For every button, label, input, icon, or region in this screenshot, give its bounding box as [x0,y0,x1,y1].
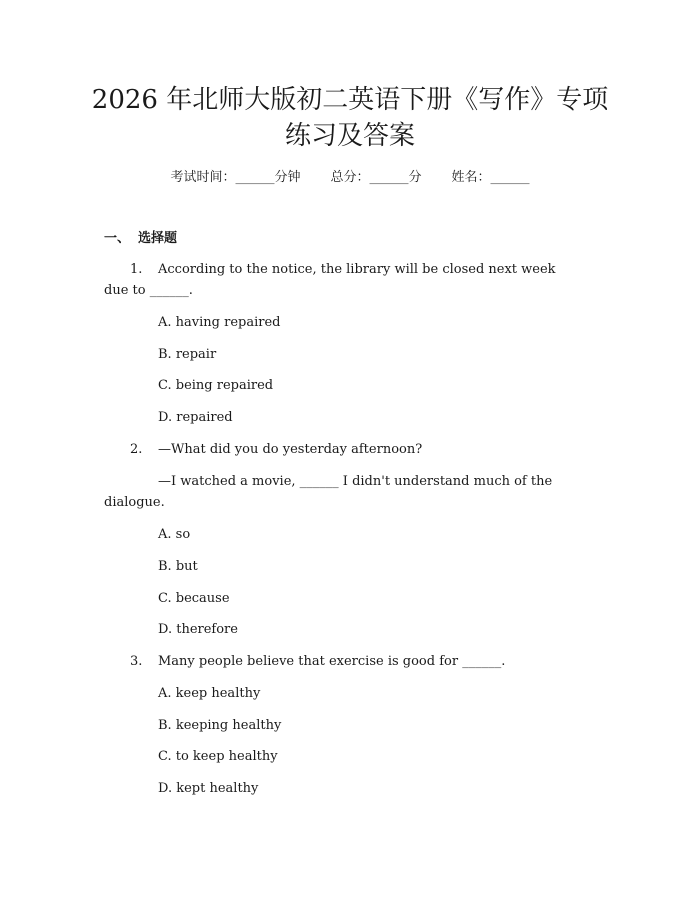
question-3 [130,653,505,671]
page-title-line-2: 练习及答案 [284,121,415,151]
question-number: 1. [130,262,143,277]
option-1a: A. having repaired [158,315,281,330]
option-2b: B. but [158,559,198,574]
option-1b: B. repair [158,347,217,362]
question-2 [130,441,422,459]
option-3a: A. keep healthy [158,686,261,701]
question-text: According to the notice, the library will be closed next week [158,262,556,277]
option-1c: C. being repaired [158,378,274,393]
question-2-continuation: dialogue. [104,495,165,510]
option-2d: D. therefore [158,622,238,637]
section-label: 选择题 [138,231,178,246]
question-text: Many people believe that exercise is good for ______. [158,654,506,669]
option-2c: C. because [158,591,230,606]
option-3d: D. kept healthy [158,781,259,796]
section-number: 一、 [104,231,131,246]
total-score-field: 总分：______分 [330,170,422,185]
question-text: —What did you do yesterday afternoon? [158,442,423,457]
option-3b: B. keeping healthy [158,718,282,733]
option-2a: A. so [158,527,191,542]
name-field: 姓名：______ [451,170,530,185]
question-number: 3. [130,654,143,669]
option-3c: C. to keep healthy [158,749,278,764]
page-title-line-1: 2026 年北师大版初二英语下册《写作》专项 [91,85,609,115]
option-1d: D. repaired [158,410,233,425]
question-1 [130,261,556,279]
question-1-continuation: due to ______. [104,283,193,298]
exam-meta [0,169,700,187]
section-heading [104,230,177,248]
question-number: 2. [130,442,143,457]
exam-time-field: 考试时间：______分钟 [170,170,301,185]
question-2-line-2: —I watched a movie, ______ I didn't understand much of the [158,474,553,489]
